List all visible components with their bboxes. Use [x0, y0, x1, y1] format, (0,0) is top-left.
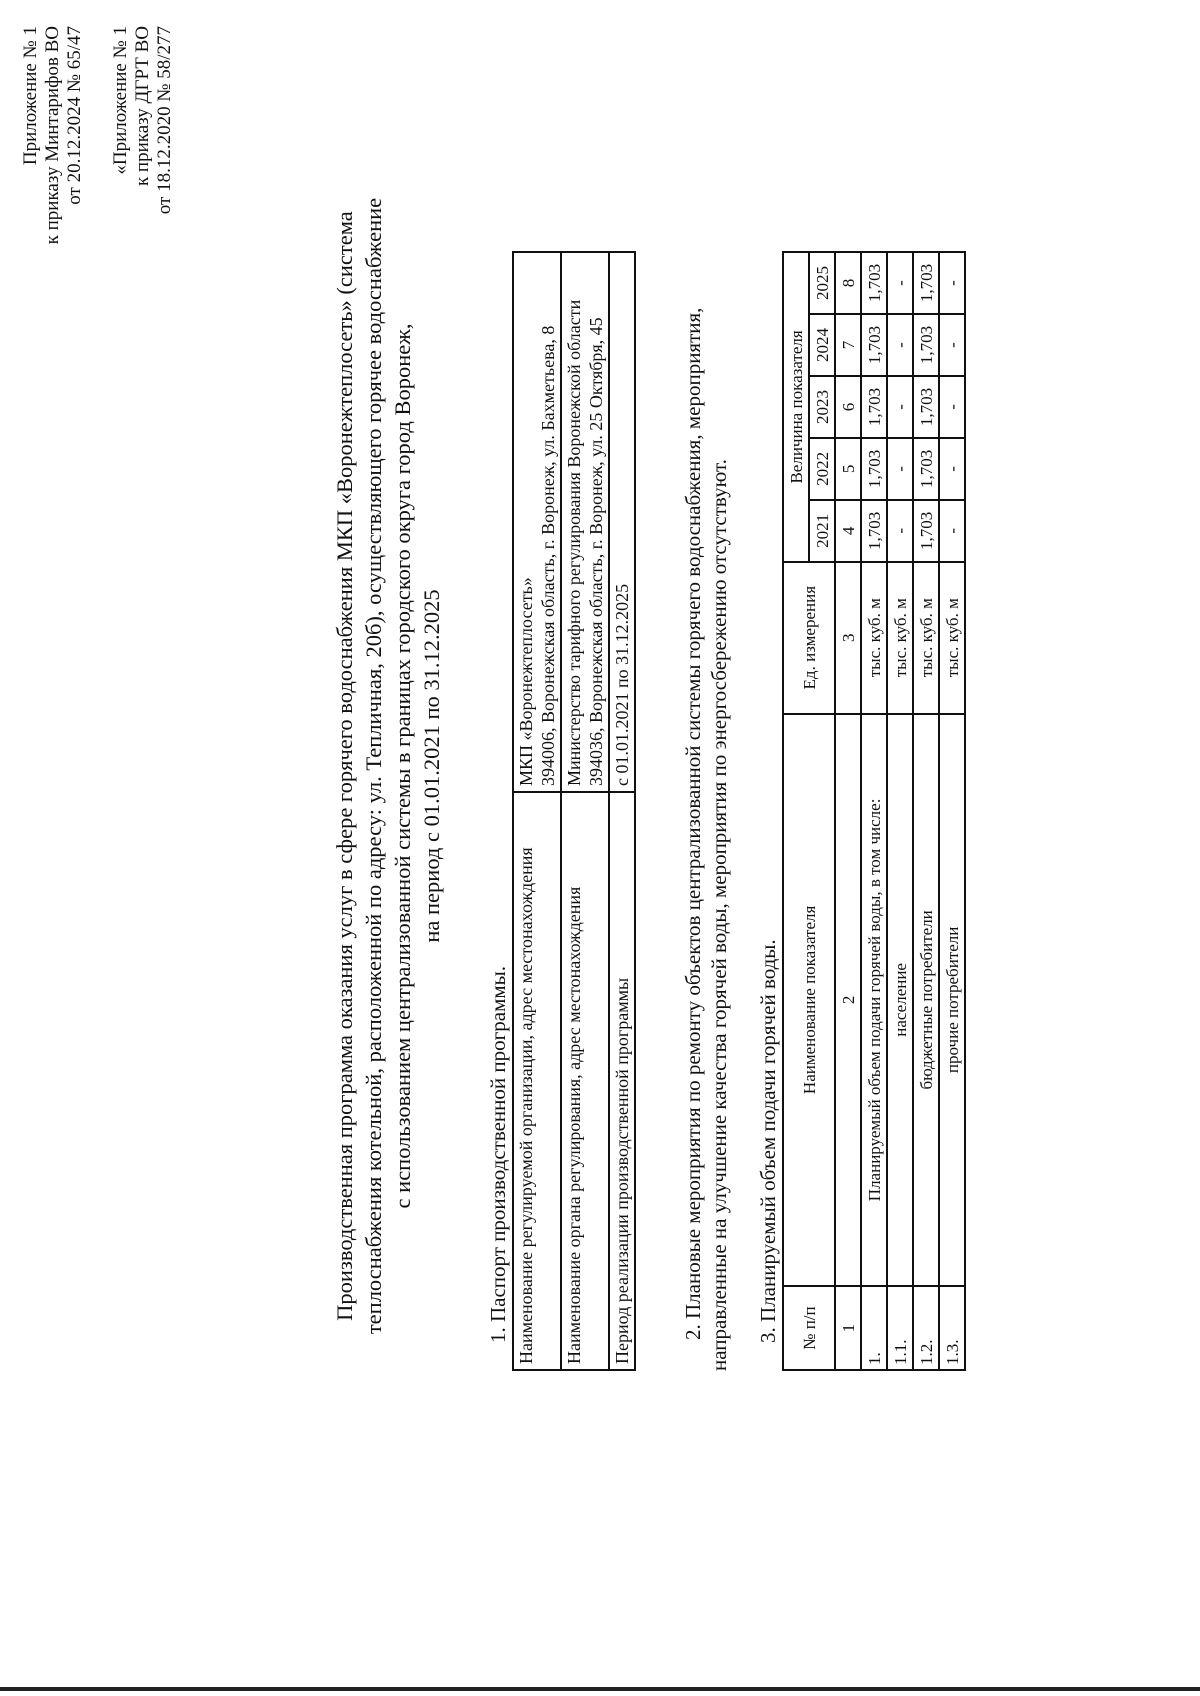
header-unit: Ед. измерения — [783, 562, 835, 714]
passport-value — [513, 252, 561, 792]
row-num: 1.2. — [913, 1286, 939, 1370]
section1-heading: 1. Паспорт производственной программы. — [486, 965, 510, 1343]
row-value: - — [887, 438, 913, 500]
index-cell: 4 — [835, 500, 861, 562]
section2-line: направленные на улучшение качества горячей воды, мероприятия по энергосбережению отсутствуют. — [707, 459, 731, 1371]
header-num: № п/п — [783, 1286, 835, 1370]
passport-label: Период реализации производственной программы — [609, 792, 635, 1370]
table-index-row — [835, 252, 861, 1370]
volume-table — [782, 251, 966, 1371]
table-row — [939, 252, 965, 1370]
header-year: 2024 — [809, 314, 835, 376]
row-unit: тыс. куб. м — [939, 562, 965, 714]
row-name: Планируемый объем подачи горячей воды, в том числе: — [861, 714, 887, 1287]
row-value: 1,703 — [913, 438, 939, 500]
row-num: 1.3. — [939, 1286, 965, 1370]
title-line: с использованием централизованной системы в границах городского округа город Воронеж, — [390, 323, 415, 1209]
index-cell: 2 — [835, 714, 861, 1287]
appendix-line: Приложение № 1 — [20, 26, 41, 166]
header-values-group: Величина показателя — [783, 252, 809, 562]
index-cell: 3 — [835, 562, 861, 714]
row-unit: тыс. куб. м — [913, 562, 939, 714]
passport-value-line: 394006, Воронежская область, г. Воронеж, ул. Бахметьева, 8 — [538, 325, 558, 786]
header-name: Наименование показателя — [783, 714, 835, 1287]
appendix-line: от 18.12.2020 № 58/277 — [154, 26, 175, 215]
table-row — [513, 252, 561, 1370]
appendix-line: «Приложение № 1 — [110, 26, 131, 175]
row-value: 1,703 — [861, 500, 887, 562]
index-cell: 1 — [835, 1286, 861, 1370]
passport-value-line: Министерство тарифного регулирования Воронежской области — [564, 299, 584, 786]
passport-value — [609, 252, 635, 792]
passport-label: Наименование органа регулирования, адрес местонахождения — [561, 792, 609, 1370]
row-value: 1,703 — [861, 252, 887, 314]
table-row — [861, 252, 887, 1370]
section2-text — [680, 41, 732, 1371]
row-num: 1. — [861, 1286, 887, 1370]
header-year: 2025 — [809, 252, 835, 314]
passport-value-line: 394036, Воронежская область, г. Воронеж, ул. 25 Октября, 45 — [586, 317, 606, 786]
section2-line: 2. Плановые мероприятия по ремонту объектов централизованной системы горячего водоснабжения, мероприятия, — [681, 307, 705, 1340]
row-value: 1,703 — [861, 376, 887, 438]
row-name: бюджетные потребители — [913, 714, 939, 1287]
row-value: 1,703 — [913, 376, 939, 438]
row-value: - — [939, 438, 965, 500]
row-value: - — [939, 376, 965, 438]
row-value: - — [887, 252, 913, 314]
passport-label: Наименование регулируемой организации, адрес местонахождения — [513, 792, 561, 1370]
row-value: - — [887, 314, 913, 376]
row-num: 1.1. — [887, 1286, 913, 1370]
header-year: 2021 — [809, 500, 835, 562]
row-value: 1,703 — [913, 314, 939, 376]
scan-bottom-rule — [0, 1687, 1200, 1691]
table-row — [887, 252, 913, 1370]
table-row — [609, 252, 635, 1370]
row-value: - — [887, 376, 913, 438]
passport-table — [512, 251, 636, 1371]
header-year: 2022 — [809, 438, 835, 500]
row-unit: тыс. куб. м — [887, 562, 913, 714]
appendix-block-original — [110, 26, 176, 214]
title-line: Производственная программа оказания услуг в сфере горячего водоснабжения МКП «Воронежтеплосеть» (система — [332, 211, 357, 1321]
row-value: 1,703 — [861, 314, 887, 376]
appendix-line: к приказу ДГРТ ВО — [132, 26, 153, 187]
appendix-line: к приказу Минтарифов ВО — [42, 26, 63, 245]
passport-value-line: с 01.01.2021 по 31.12.2025 — [612, 583, 632, 786]
row-value: - — [887, 500, 913, 562]
row-value: - — [939, 252, 965, 314]
index-cell: 7 — [835, 314, 861, 376]
appendix-block-current — [20, 26, 86, 244]
table-header-row — [783, 252, 809, 1370]
index-cell: 6 — [835, 376, 861, 438]
table-row — [561, 252, 609, 1370]
passport-value — [561, 252, 609, 792]
row-value: - — [939, 314, 965, 376]
row-name: население — [887, 714, 913, 1287]
row-value: 1,703 — [861, 438, 887, 500]
row-unit: тыс. куб. м — [861, 562, 887, 714]
section3-heading: 3. Планируемый объем подачи горячей воды. — [756, 939, 780, 1343]
header-year: 2023 — [809, 376, 835, 438]
appendix-line: от 20.12.2024 № 65/47 — [64, 26, 85, 205]
title-line: на период с 01.01.2021 по 31.12.2025 — [419, 589, 444, 943]
table-row — [913, 252, 939, 1370]
row-value: 1,703 — [913, 500, 939, 562]
passport-value-line: МКП «Воронежтеплосеть» — [516, 577, 536, 786]
title-line: теплоснабжения котельной, расположенной по адресу: ул. Тепличная, 20б), осуществляющего горячее водоснабжение — [361, 197, 386, 1335]
index-cell: 8 — [835, 252, 861, 314]
document-title — [330, 171, 446, 1361]
row-name: прочие потребители — [939, 714, 965, 1287]
row-value: 1,703 — [913, 252, 939, 314]
row-value: - — [939, 500, 965, 562]
index-cell: 5 — [835, 438, 861, 500]
